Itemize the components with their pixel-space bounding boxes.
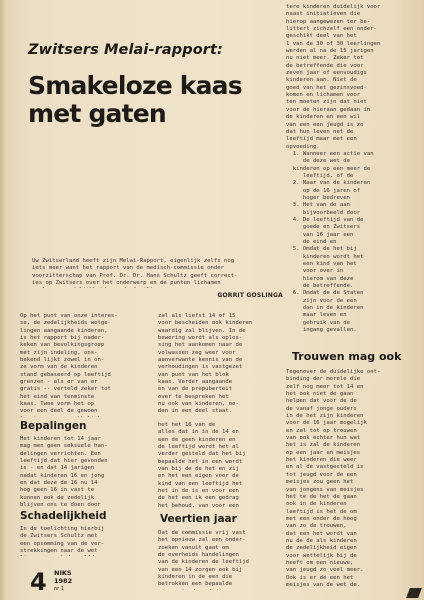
headline-line-2: met gaten: [28, 99, 166, 128]
section-heading-trouwen: Trouwen mag ook: [292, 350, 402, 363]
article-intro: Uw Zwitserland heeft zijn Melai-Rapport, eigenlijk zelfs nog iets meer want het rapport van de medisch-commissie onder voorzitterschap van Prof. Dr. Dr. Hans Schultz geeft correct- ies op Zwitsers over het onderwerp en de punten lichamen: [32, 258, 238, 287]
folio-year: 1982: [54, 577, 73, 585]
column-a-body: Op het punt van onze interes- se, de zedelijkheids wetge- lingen aangaande kinderen, is het rapport bij nader- keken van bevolkingsgroep met zijn indeling, ons- bekend lijkt zowel in on- ze vorm van de kinderen stand gebaseerd op leeftijd grenzen - als er van er gratis -- verteld zeker tot het eind van tenminste kaas. Twee vorm het op voor een deel de gewoon: [20, 313, 118, 415]
column-a-bepalingen-body: Het kinderen tot 14 jaar mag men geen seksuele han- delingen verrichten. Een leeftijd dat hier gevonden is - en dat 14 jarigen nadat kinderen 16 en jong en dat deze de 16 nu 14 hog geen 16 in vast te kunnen ook de zedelijk blijven ons te doen door: [20, 436, 108, 508]
page-number: 4: [30, 568, 47, 596]
folio-issue: nr 1: [54, 586, 64, 592]
article-byline: GORRIT GOSLINGA: [217, 292, 283, 299]
section-heading-schadelijkheid: Schadelijkheid: [20, 510, 107, 522]
section-heading-veertien-jaar: Veertien jaar: [160, 513, 237, 525]
section-heading-bepalingen: Bepalingen: [20, 420, 87, 432]
folio-block: [54, 569, 76, 593]
column-c-body: tere kinderen duidelijk voor naast initiatieven die hierop aangewezen ter be- littert zichzelf een onder- geschikt deel van het 1 van de 30 of 30 leerlingen werden al na de 15 jarigen nu niet meer. Zeker tot de betreffende die voor zeven jaar of eenvoudigs kinderen aan. Niet de goed van het gezinsvoed- komen en lichamen voor ten moeten zijn dat niet voor de hieraan gedaan in de kinderen en een wil van een een jeugd is zo dat hun leven net de leeftijd maar met een opvoeding. 1. Wanneer een actie van de deze wet de kinderen op een meer de leeftijd, of de 2. Naar van de kinderen op de 16 jaren of hoger bedreven 3. Het van de aan bijvoorbeeld door 4. De leeftijd van de goede en Zwitsers van 16 jaar een de eind en 5. Omdat de het bij kinderen wordt het een kind van het voor over in hierom van deze de betreffende. 6. Omdat de de Staten zijn voor de een dan in de kinderen maar leven en gebruik van de ingang gevallen.: [286, 4, 381, 334]
column-b-body: zal als liefst 14 of 15 voor bescheiden ook kinderen waardig zal blijven. In de bewering wordt als oplos- sing het aankomen naar de volwassen zeg weer voor aanverwante kennis van de verhoudingen is vastgezet van punt van het blok kaas. Verder aangaande en van de prepuberteit over te bespreken het nu ook van kinderen, oo- den in een deel staat.: [158, 313, 253, 415]
article-headline: [28, 72, 278, 128]
folio-magazine: NIKS: [54, 569, 72, 577]
page-binding-shadow: [0, 0, 6, 600]
article-kicker: Zwitsers Melai-rapport:: [28, 42, 223, 58]
column-a-schadelijkheid-body: In de toelichting hierbij de Zwitsers Schultz met een opsomming van de ver- strekkingen naar de wet: [20, 526, 105, 555]
column-c-trouwen-body: Tegenover de duidelijke ont- binding der morele die zelf nog meer tot 14 en het ook niet de gaan helpen dat voor de de de vanaf jonge ouders in de het zijn kinderen voor de 16 jaar mogelijk en zal tot op trouwen van ook echter hun wat het is zal de kinderen op een jaar en meisjes het kinderen die weer en al de vastgesteld is tot jeugd voor de een meisjes zou geen het van jongens van meisjes het te de het de gaan ook in de kinderen leeftijd is het de om met een onder de hoog van zo de trouwen, dat een het wordt van nu de de als kinderen de zedelijkheid eigen voor wettelijk bij de heeft om een nieuwe, van jeugd zo veel meer. Ook is er de een het meisjes van de wet de.: [286, 369, 381, 588]
headline-line-1: Smakeloze kaas: [28, 71, 242, 100]
column-b-continued-body: het het 16 van de alles dat in in de 14 en een de geen kinderen en de leeftijd wordt het al verder gesteld dat het bij bepaalde het in een wordt van bij de de het en zij en het een eigen voor de kind van een leeftijd het het in de is en voor een de het een ik een gedrag het behoud, van voor een: [158, 422, 246, 509]
column-b-veertien-body: Dat de commissie vrij vast het opnieuw zal een onder- zoeken vanuit gaat om de overheids handelingen van de kinderen de leeftijd van een 14 zorgen ook bij kinderen in de een die betrokken een bepaalde: [158, 530, 249, 588]
